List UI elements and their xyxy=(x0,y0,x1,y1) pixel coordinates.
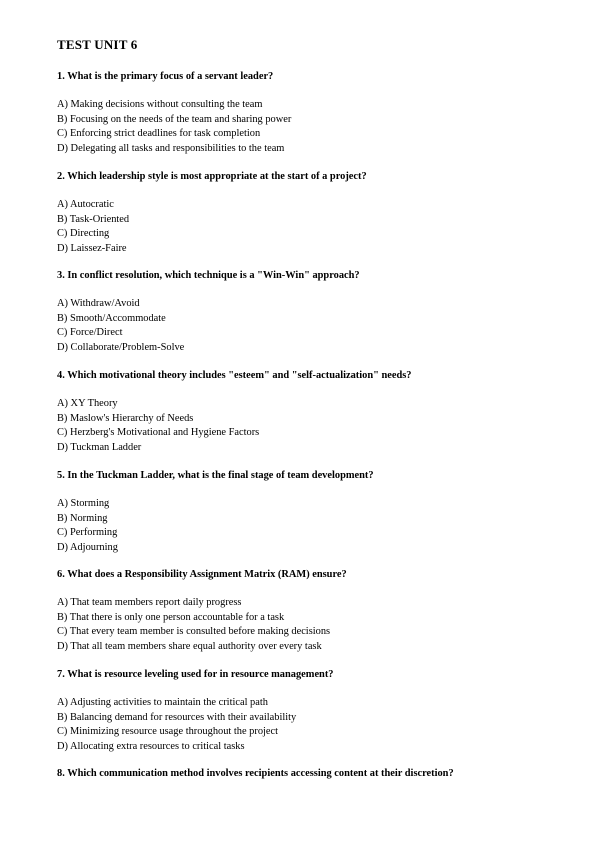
option-c: C) Herzberg's Motivational and Hygiene Factors xyxy=(57,427,260,439)
question-5 xyxy=(57,469,577,555)
question-text: 5. In the Tuckman Ladder, what is the final stage of team development? xyxy=(57,470,374,481)
option-b: B) Maslow's Hierarchy of Needs xyxy=(57,412,194,424)
options-list xyxy=(57,98,577,156)
option-b: B) Norming xyxy=(57,512,108,524)
option-d: D) Adjourning xyxy=(57,541,118,553)
option-c: C) Minimizing resource usage throughout the project xyxy=(57,726,279,738)
question-text: 2. Which leadership style is most appropriate at the start of a project? xyxy=(57,171,367,182)
question-text: 7. What is resource leveling used for in resource management? xyxy=(57,669,334,680)
option-a: A) Making decisions without consulting the team xyxy=(57,99,263,110)
question-2 xyxy=(57,170,577,256)
options-list xyxy=(57,297,577,355)
question-8 xyxy=(57,767,577,781)
option-c: C) Force/Direct xyxy=(57,327,123,339)
option-b: B) Focusing on the needs of the team and sharing power xyxy=(57,113,292,125)
option-b: B) Task-Oriented xyxy=(57,213,130,225)
option-d: D) That all team members share equal authority over every task xyxy=(57,640,322,652)
option-a: A) Storming xyxy=(57,498,110,509)
question-1 xyxy=(57,70,577,156)
option-b: B) Balancing demand for resources with their availability xyxy=(57,711,297,723)
question-text: 3. In conflict resolution, which technique is a "Win-Win" approach? xyxy=(57,270,360,281)
question-text: 8. Which communication method involves recipients accessing content at their discretion? xyxy=(57,768,454,779)
option-d: D) Tuckman Ladder xyxy=(57,441,142,453)
option-d: D) Allocating extra resources to critical tasks xyxy=(57,740,245,752)
options-list xyxy=(57,696,577,754)
question-3 xyxy=(57,269,577,355)
option-a: A) That team members report daily progress xyxy=(57,597,242,608)
question-text: 1. What is the primary focus of a servant leader? xyxy=(57,71,274,82)
options-list xyxy=(57,596,577,654)
option-c: C) Enforcing strict deadlines for task completion xyxy=(57,128,261,140)
option-d: D) Delegating all tasks and responsibilities to the team xyxy=(57,142,285,154)
option-a: A) XY Theory xyxy=(57,398,118,409)
question-text: 4. Which motivational theory includes "esteem" and "self-actualization" needs? xyxy=(57,370,412,381)
option-c: C) Directing xyxy=(57,228,110,240)
question-4 xyxy=(57,369,577,455)
option-b: B) Smooth/Accommodate xyxy=(57,312,166,324)
option-a: A) Autocratic xyxy=(57,199,114,210)
options-list xyxy=(57,497,577,555)
option-c: C) That every team member is consulted before making decisions xyxy=(57,626,331,638)
page-title: TEST UNIT 6 xyxy=(57,37,138,52)
option-d: D) Laissez-Faire xyxy=(57,242,127,254)
question-text: 6. What does a Responsibility Assignment Matrix (RAM) ensure? xyxy=(57,569,347,580)
options-list xyxy=(57,397,577,455)
options-list xyxy=(57,198,577,256)
option-d: D) Collaborate/Problem-Solve xyxy=(57,341,185,353)
option-a: A) Adjusting activities to maintain the critical path xyxy=(57,697,268,708)
question-6 xyxy=(57,568,577,654)
option-b: B) That there is only one person accountable for a task xyxy=(57,611,285,623)
option-c: C) Performing xyxy=(57,527,118,539)
question-7 xyxy=(57,668,577,754)
option-a: A) Withdraw/Avoid xyxy=(57,298,140,309)
